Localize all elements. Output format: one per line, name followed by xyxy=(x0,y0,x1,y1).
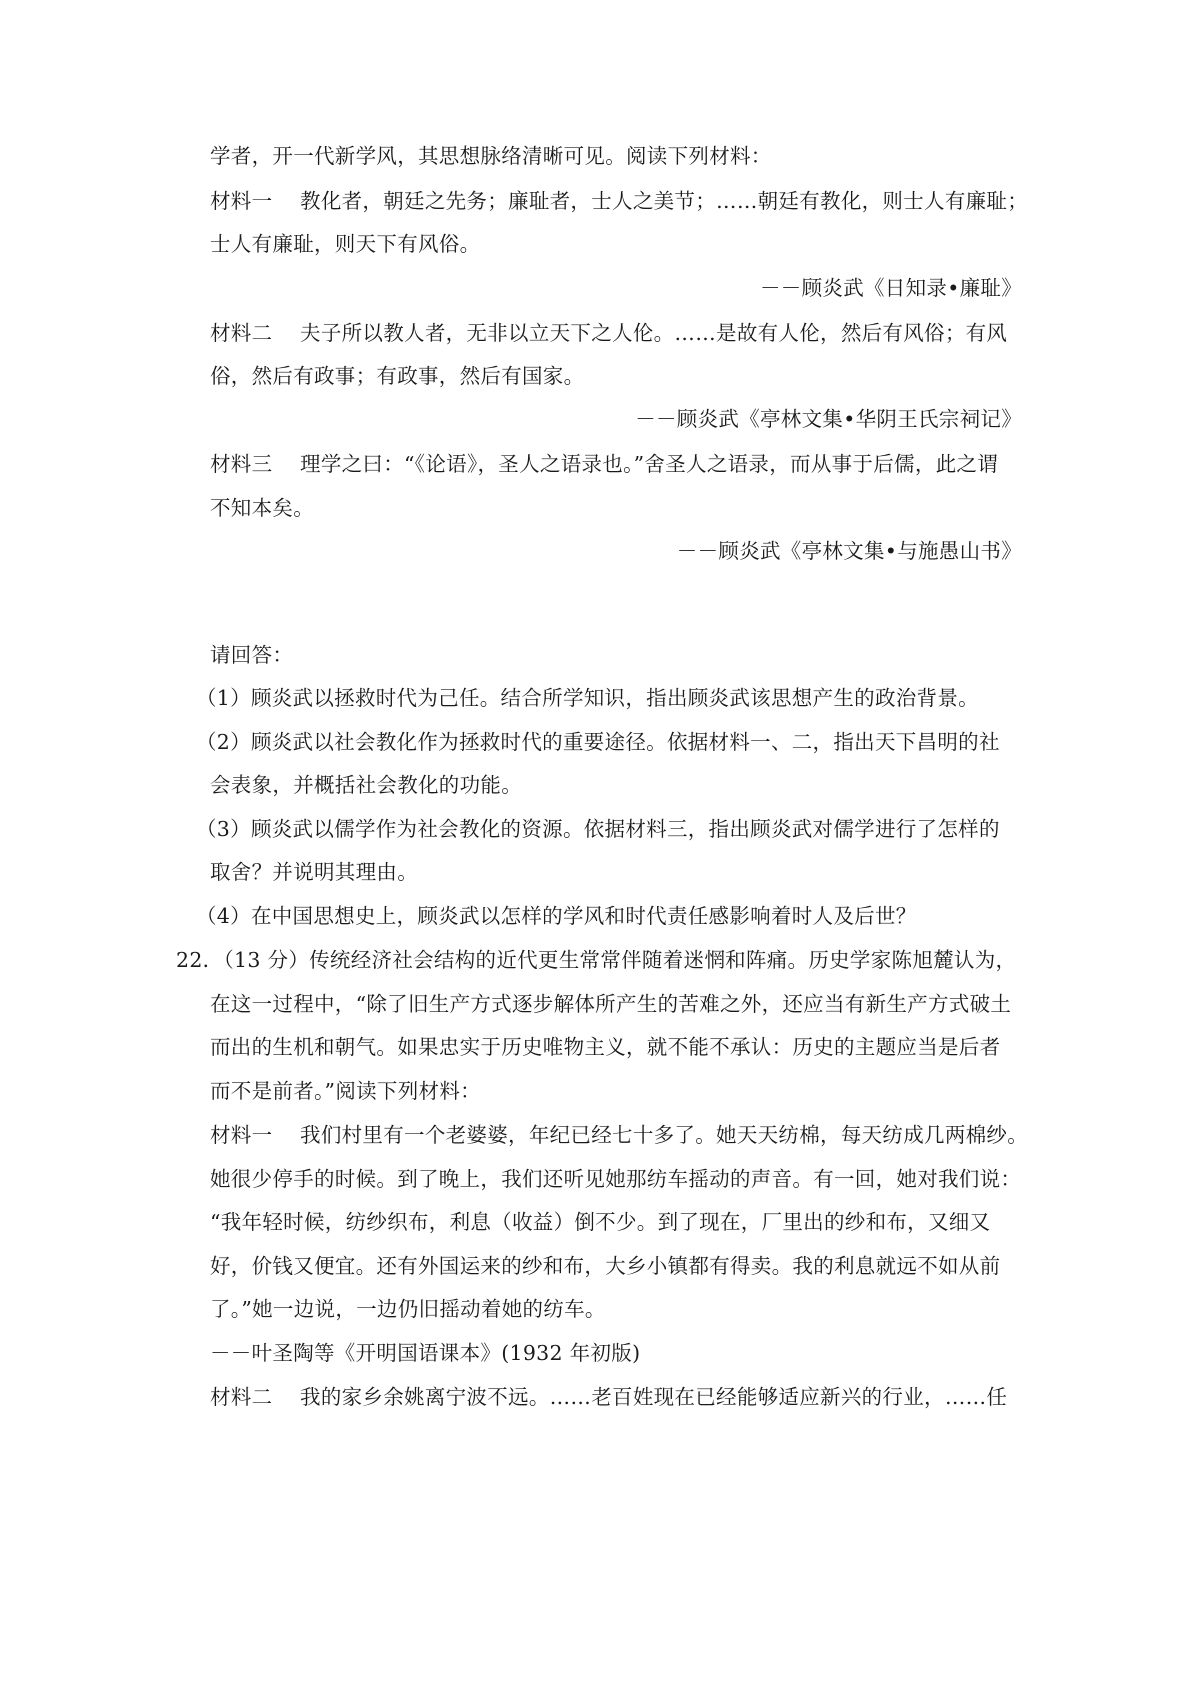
q21-subquestion-3-line1: （3）顾炎武以儒学作为社会教化的资源。依据材料三，指出顾炎武对儒学进行了怎样的 xyxy=(196,817,1000,841)
q21-material2-source: －－顾炎武《亭林文集•华阴王氏宗祠记》 xyxy=(635,407,1022,431)
q22-line1: 22．（13 分）传统经济社会结构的近代更生常常伴随着迷惘和阵痛。历史学家陈旭麓认为， xyxy=(176,948,1017,972)
q21-material3-line2: 不知本矣。 xyxy=(210,496,314,520)
q22-line3: 而出的生机和朝气。如果忠实于历史唯物主义，就不能不承认：历史的主题应当是后者 xyxy=(210,1035,1001,1059)
q21-material3-source: －－顾炎武《亭林文集•与施愚山书》 xyxy=(676,539,1022,563)
q21-subquestion-1: （1）顾炎武以拯救时代为己任。结合所学知识，指出顾炎武该思想产生的政治背景。 xyxy=(196,686,979,710)
q22-material1-line3: “我年轻时候，纺纱织布，利息（收益）倒不少。到了现在，厂里出的纱和布，又细又 xyxy=(210,1210,991,1234)
q21-material2-line2: 俗，然后有政事；有政事，然后有国家。 xyxy=(210,364,585,388)
q21-material2-line1: 材料二 夫子所以教人者，无非以立天下之人伦。……是故有人伦，然后有风俗；有风 xyxy=(210,321,1008,345)
q21-subquestion-2-line2: 会表象，并概括社会教化的功能。 xyxy=(210,773,522,797)
q21-prompt: 请回答： xyxy=(210,643,294,667)
q22-material1-line1: 材料一 我们村里有一个老婆婆，年纪已经七十多了。她天天纺棉，每天纺成几两棉纱。 xyxy=(210,1123,1029,1147)
q22-material1-line4: 好，价钱又便宜。还有外国运来的纱和布，大乡小镇都有得卖。我的利息就远不如从前 xyxy=(210,1254,1001,1278)
q22-material1-source: －－叶圣陶等《开明国语课本》(1932 年初版) xyxy=(210,1341,641,1365)
q22-line4: 而不是前者。”阅读下列材料： xyxy=(210,1079,481,1103)
q22-material1-line2: 她很少停手的时候。到了晚上，我们还听见她那纺车摇动的声音。有一回，她对我们说： xyxy=(210,1167,1022,1191)
q22-line2: 在这一过程中，“除了旧生产方式逐步解体所产生的苦难之外，还应当有新生产方式破土 xyxy=(210,992,1012,1016)
q21-material1-line1: 材料一 教化者，朝廷之先务；廉耻者，士人之美节；……朝廷有教化，则士人有廉耻； xyxy=(210,189,1029,213)
q22-material1-line5: 了。”她一边说，一边仍旧摇动着她的纺车。 xyxy=(210,1297,606,1321)
q22-material2-line1: 材料二 我的家乡余姚离宁波不远。……老百姓现在已经能够适应新兴的行业，……任 xyxy=(210,1385,1008,1409)
q21-material3-line1: 材料三 理学之曰：“《论语》，圣人之语录也。”舍圣人之语录，而从事于后儒，此之谓 xyxy=(210,452,999,476)
q21-intro-tail: 学者，开一代新学风，其思想脉络清晰可见。阅读下列材料： xyxy=(210,144,772,168)
q21-material1-source: －－顾炎武《日知录•廉耻》 xyxy=(760,276,1022,300)
q21-material1-line2: 士人有廉耻，则天下有风俗。 xyxy=(210,232,481,256)
q21-subquestion-4: （4）在中国思想史上，顾炎武以怎样的学风和时代责任感影响着时人及后世？ xyxy=(196,904,917,928)
q21-subquestion-3-line2: 取舍？并说明其理由。 xyxy=(210,860,418,884)
q21-subquestion-2-line1: （2）顾炎武以社会教化作为拯救时代的重要途径。依据材料一、二，指出天下昌明的社 xyxy=(196,730,1000,754)
